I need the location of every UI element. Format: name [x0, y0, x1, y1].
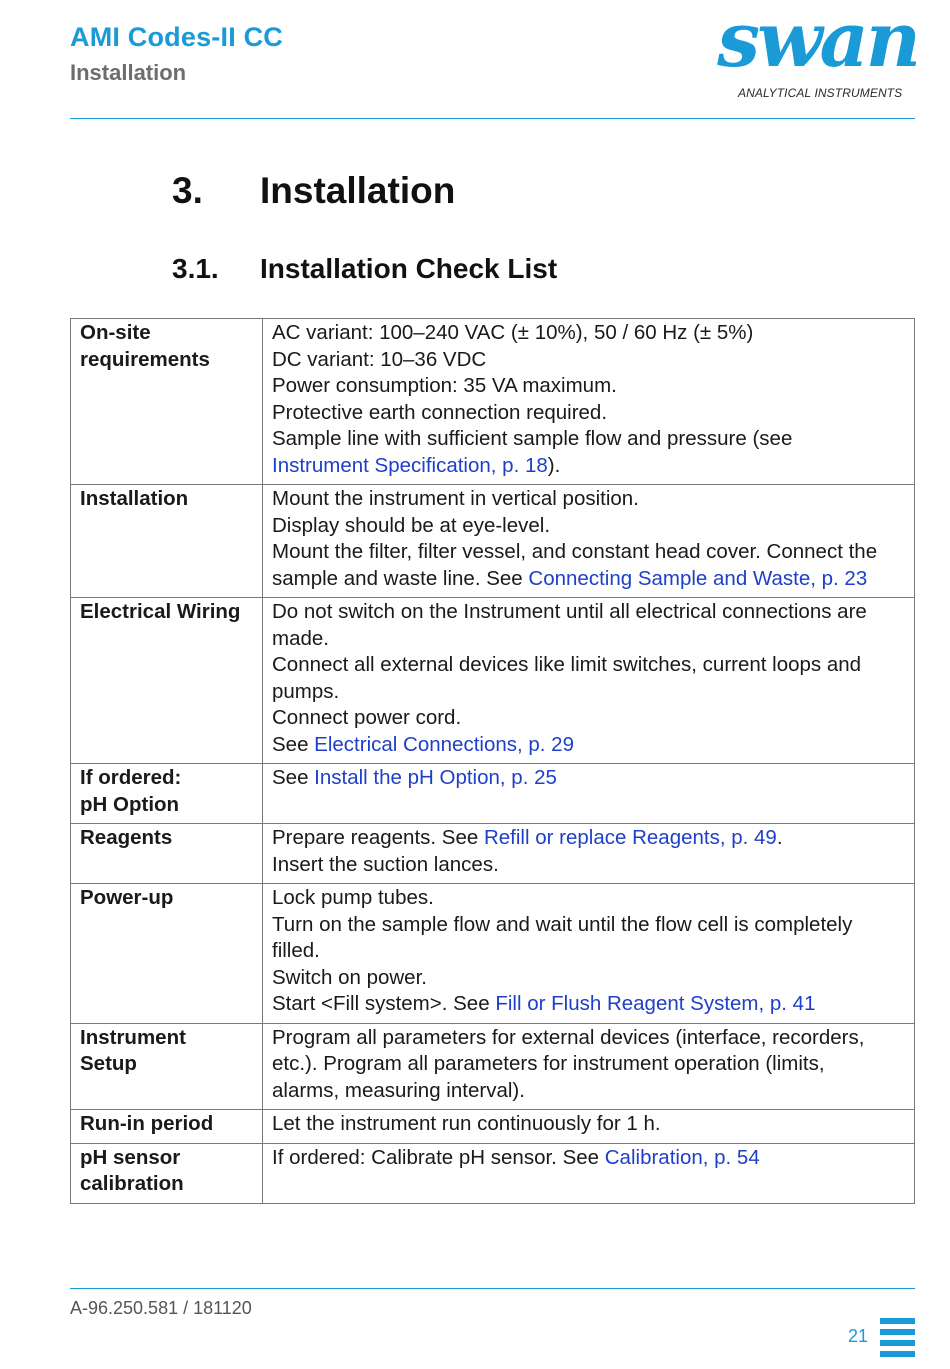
content-text: Start <Fill system>. See	[272, 992, 496, 1015]
content-text: See	[272, 766, 315, 789]
content-line	[272, 765, 910, 792]
page-marker-bars	[880, 1318, 915, 1362]
content-line	[272, 825, 910, 852]
checklist-row-label	[71, 884, 263, 1024]
content-text: alarms, measuring interval).	[272, 1078, 525, 1102]
content-line	[272, 347, 910, 374]
label-line: On-site	[80, 321, 151, 344]
content-text: Switch on power.	[272, 965, 427, 989]
content-line	[272, 1145, 910, 1172]
installation-checklist-table	[70, 318, 915, 1204]
checklist-row	[71, 485, 915, 598]
header-divider	[70, 118, 915, 119]
content-text: Protective earth connection required.	[272, 400, 608, 424]
content-line	[272, 400, 910, 427]
cross-reference-link[interactable]: Electrical Connections, p. 29	[314, 732, 574, 756]
label-line: Run-in period	[80, 1112, 214, 1135]
content-line	[272, 373, 910, 400]
content-text: Mount the filter, filter vessel, and constant head cover. Connect the	[272, 540, 878, 563]
swan-logo: swan	[717, 0, 918, 84]
content-text: Prepare reagents. See	[272, 826, 484, 849]
subsection-title: Installation Check List	[260, 253, 558, 284]
content-text: Sample line with sufficient sample flow and pressure (see	[272, 427, 793, 450]
document-code: A-96.250.581 / 181120	[70, 1298, 252, 1318]
checklist-row-content	[263, 598, 915, 764]
content-line	[272, 1051, 910, 1078]
cross-reference-link[interactable]: Connecting Sample and Waste, p. 23	[528, 566, 868, 590]
content-text: AC variant: 100–240 VAC (± 10%), 50 / 60 Hz (± 5%)	[272, 321, 754, 344]
checklist-row-content	[263, 1110, 915, 1144]
content-text: Let the instrument run continuously for 1 h.	[272, 1112, 661, 1135]
label-line: Reagents	[80, 826, 173, 849]
content-text: Connect power cord.	[272, 706, 462, 729]
checklist-row-content	[263, 1023, 915, 1110]
content-line	[272, 652, 910, 679]
content-text: ).	[547, 453, 561, 477]
cross-reference-link[interactable]: Fill or Flush Reagent System, p. 41	[495, 992, 816, 1015]
footer-divider	[70, 1288, 915, 1289]
content-text: Mount the instrument in vertical position.	[272, 487, 639, 510]
cross-reference-link[interactable]: Refill or replace Reagents, p. 49	[483, 826, 777, 849]
content-line	[272, 486, 910, 513]
content-text: etc.). Program all parameters for instrument operation (limits,	[272, 1052, 825, 1075]
checklist-row-content	[263, 764, 915, 824]
checklist-row-content	[263, 319, 915, 485]
checklist-row-label	[71, 1023, 263, 1110]
logo-tagline: ANALYTICAL INSTRUMENTS	[738, 86, 903, 100]
label-line: Setup	[80, 1052, 137, 1075]
checklist-row	[71, 1023, 915, 1110]
content-text: Do not switch on the Instrument until all electrical connections are	[272, 600, 867, 623]
checklist-row-label	[71, 764, 263, 824]
content-text: Program all parameters for external devices (interface, recorders,	[272, 1025, 865, 1049]
content-line	[272, 1025, 910, 1052]
content-text: made.	[272, 626, 329, 650]
checklist-row-content	[263, 824, 915, 884]
content-line	[272, 599, 910, 626]
content-line	[272, 705, 910, 732]
content-text: Insert the suction lances.	[272, 852, 499, 876]
checklist-row-label	[71, 1110, 263, 1144]
content-line	[272, 426, 910, 453]
content-text: sample and waste line. See	[272, 566, 529, 590]
checklist-row-content	[263, 884, 915, 1024]
manual-title: AMI Codes-II CC	[70, 22, 284, 52]
content-text: Connect all external devices like limit switches, current loops and	[272, 653, 862, 676]
checklist-row-label	[71, 485, 263, 598]
checklist-row	[71, 824, 915, 884]
content-line	[272, 679, 910, 706]
label-line: If ordered:	[80, 766, 182, 789]
chapter-subtitle: Installation	[70, 60, 187, 85]
content-text: Display should be at eye-level.	[272, 513, 551, 537]
checklist-row	[71, 1143, 915, 1203]
content-text: .	[776, 826, 783, 849]
content-line	[272, 626, 910, 653]
content-line	[272, 513, 910, 540]
cross-reference-link[interactable]: Instrument Specification, p. 18	[272, 453, 548, 477]
content-line	[272, 539, 910, 566]
checklist-row-content	[263, 485, 915, 598]
content-line	[272, 453, 910, 480]
content-line	[272, 965, 910, 992]
label-line: pH Option	[80, 792, 180, 816]
checklist-row-label	[71, 319, 263, 485]
content-line	[272, 938, 910, 965]
label-line: Electrical Wiring	[80, 600, 241, 623]
content-line	[272, 885, 910, 912]
subsection-number: 3.1.	[172, 253, 219, 284]
checklist-row-content	[263, 1143, 915, 1203]
content-text: Turn on the sample flow and wait until the flow cell is completely	[272, 912, 853, 936]
label-line: Instrument	[80, 1025, 186, 1049]
page-number: 21	[848, 1326, 869, 1346]
section-number: 3.	[172, 170, 203, 211]
checklist-row	[71, 598, 915, 764]
label-line: requirements	[80, 347, 210, 371]
cross-reference-link[interactable]: Calibration, p. 54	[604, 1145, 760, 1169]
checklist-row-label	[71, 598, 263, 764]
label-line: pH sensor	[80, 1145, 181, 1169]
section-title: Installation	[260, 170, 456, 211]
content-text: If ordered: Calibrate pH sensor. See	[272, 1145, 605, 1169]
cross-reference-link[interactable]: Install the pH Option, p. 25	[314, 766, 557, 789]
content-line	[272, 1111, 910, 1138]
checklist-row-label	[71, 1143, 263, 1203]
label-line: Power-up	[80, 886, 174, 909]
label-line: Installation	[80, 487, 189, 510]
content-text: pumps.	[272, 679, 340, 703]
content-line	[272, 1078, 910, 1105]
content-line	[272, 991, 910, 1018]
label-line: calibration	[80, 1172, 184, 1195]
content-line	[272, 732, 910, 759]
content-line	[272, 566, 910, 593]
checklist-row	[71, 1110, 915, 1144]
checklist-row	[71, 764, 915, 824]
content-text: Lock pump tubes.	[272, 886, 434, 909]
content-text: DC variant: 10–36 VDC	[272, 347, 487, 371]
content-text: Power consumption: 35 VA maximum.	[272, 374, 617, 397]
checklist-row-label	[71, 824, 263, 884]
content-line	[272, 320, 910, 347]
content-text: filled.	[272, 939, 320, 962]
content-line	[272, 852, 910, 879]
content-text: See	[272, 732, 315, 756]
checklist-row	[71, 884, 915, 1024]
checklist-row	[71, 319, 915, 485]
content-line	[272, 912, 910, 939]
